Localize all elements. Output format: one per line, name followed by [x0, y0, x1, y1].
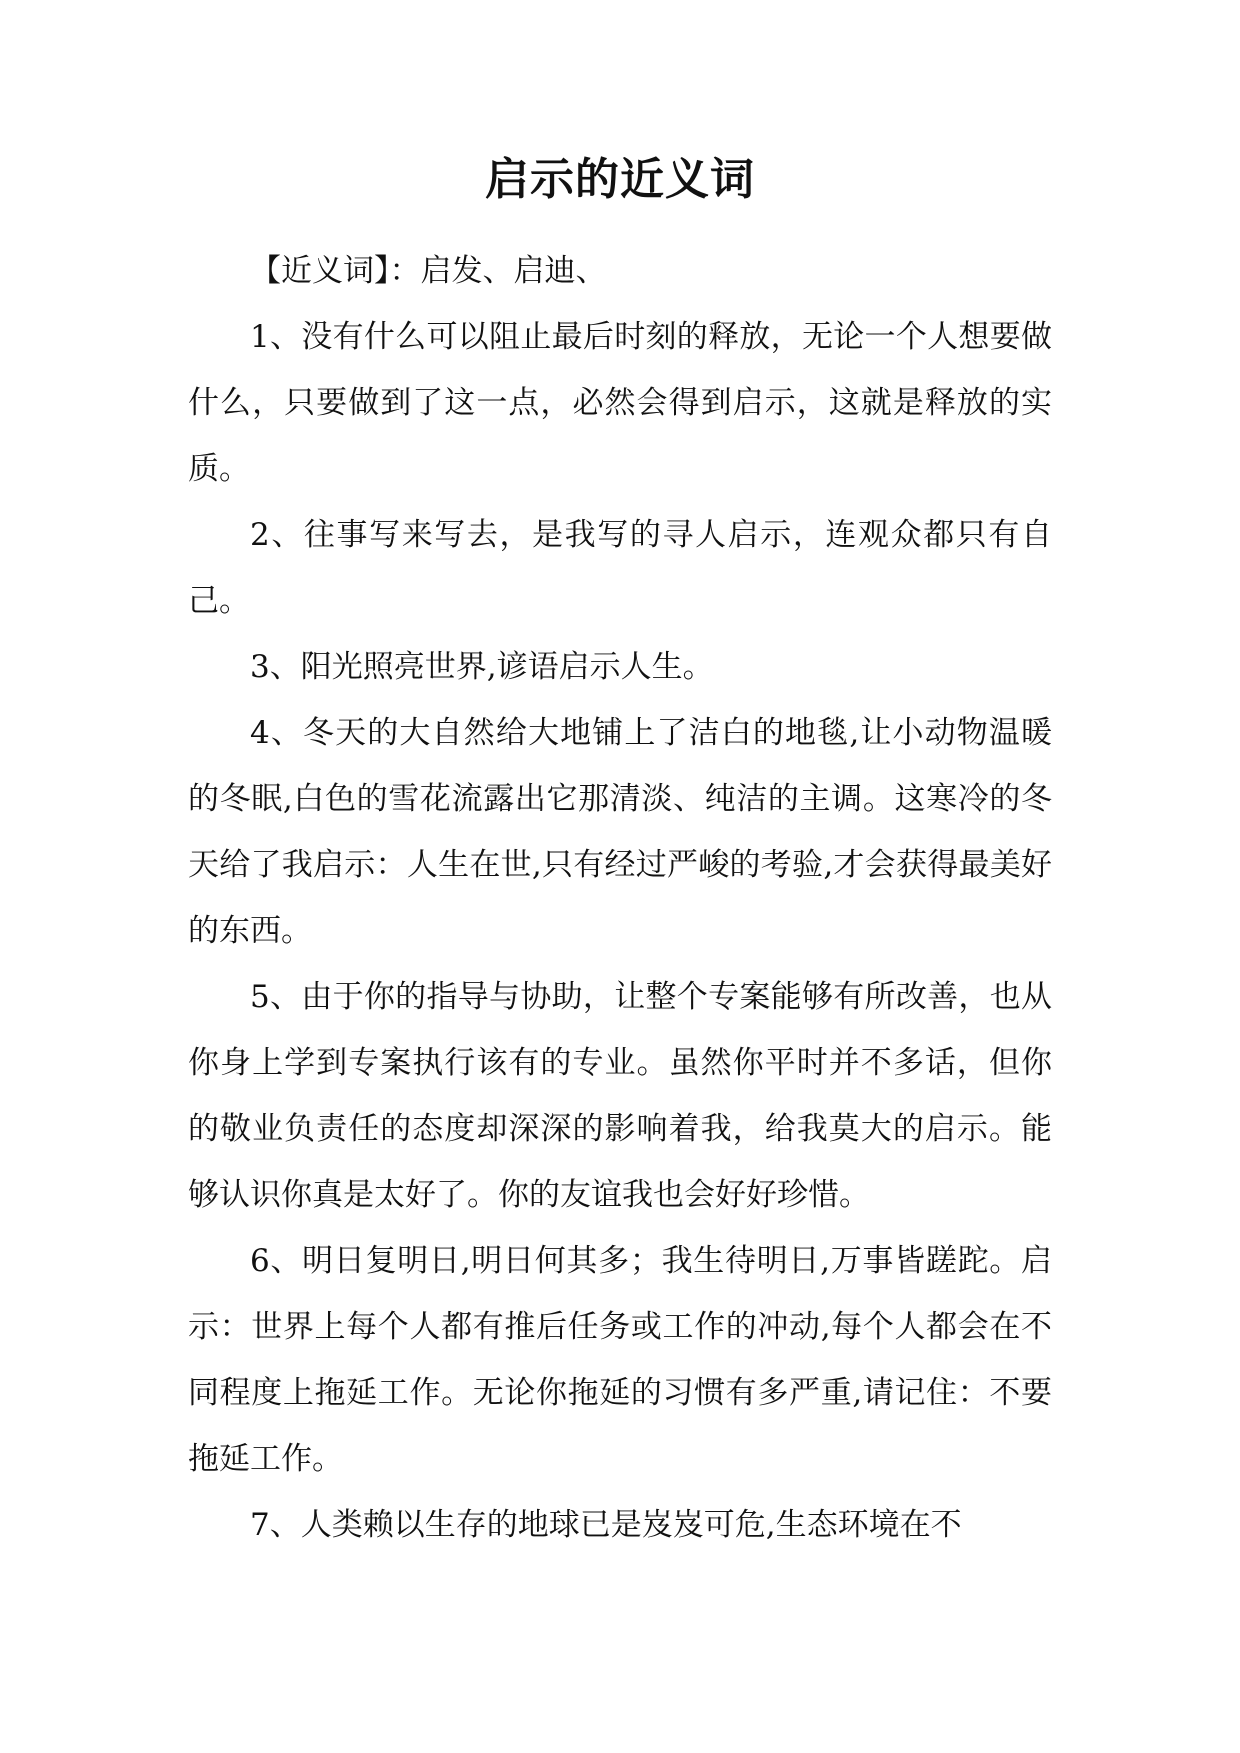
example-sentence-7: 7、人类赖以生存的地球已是岌岌可危,生态环境在不 [250, 1507, 962, 1543]
document-title: 启示的近义词 [485, 154, 755, 205]
example-sentence-4: 4、冬天的大自然给大地铺上了洁白的地毯,让小动物温暖的冬眠,白色的雪花流露出它那清淡、纯洁的主调。这寒冷的冬天给了我启示：人生在世,只有经过严峻的考验,才会获得最美好的东西。 [188, 715, 1052, 949]
example-sentence-2: 2、往事写来写去，是我写的寻人启示，连观众都只有自己。 [188, 517, 1052, 619]
document-body [188, 238, 1052, 1558]
example-sentence-3: 3、阳光照亮世界,谚语启示人生。 [250, 649, 714, 685]
example-sentence-5: 5、由于你的指导与协助，让整个专案能够有所改善，也从你身上学到专案执行该有的专业。虽然你平时并不多话，但你的敬业负责任的态度却深深的影响着我，给我莫大的启示。能够认识你真是太好了。你的友谊我也会好好珍惜。 [188, 979, 1052, 1213]
example-sentence-6: 6、明日复明日,明日何其多；我生待明日,万事皆蹉跎。启示：世界上每个人都有推后任务或工作的冲动,每个人都会在不同程度上拖延工作。无论你拖延的习惯有多严重,请记住：不要拖延工作。 [188, 1243, 1052, 1477]
example-sentence-1: 1、没有什么可以阻止最后时刻的释放，无论一个人想要做什么，只要做到了这一点，必然会得到启示，这就是释放的实质。 [188, 319, 1052, 487]
synonym-line: 【近义词】：启发、启迪、 [250, 253, 607, 289]
